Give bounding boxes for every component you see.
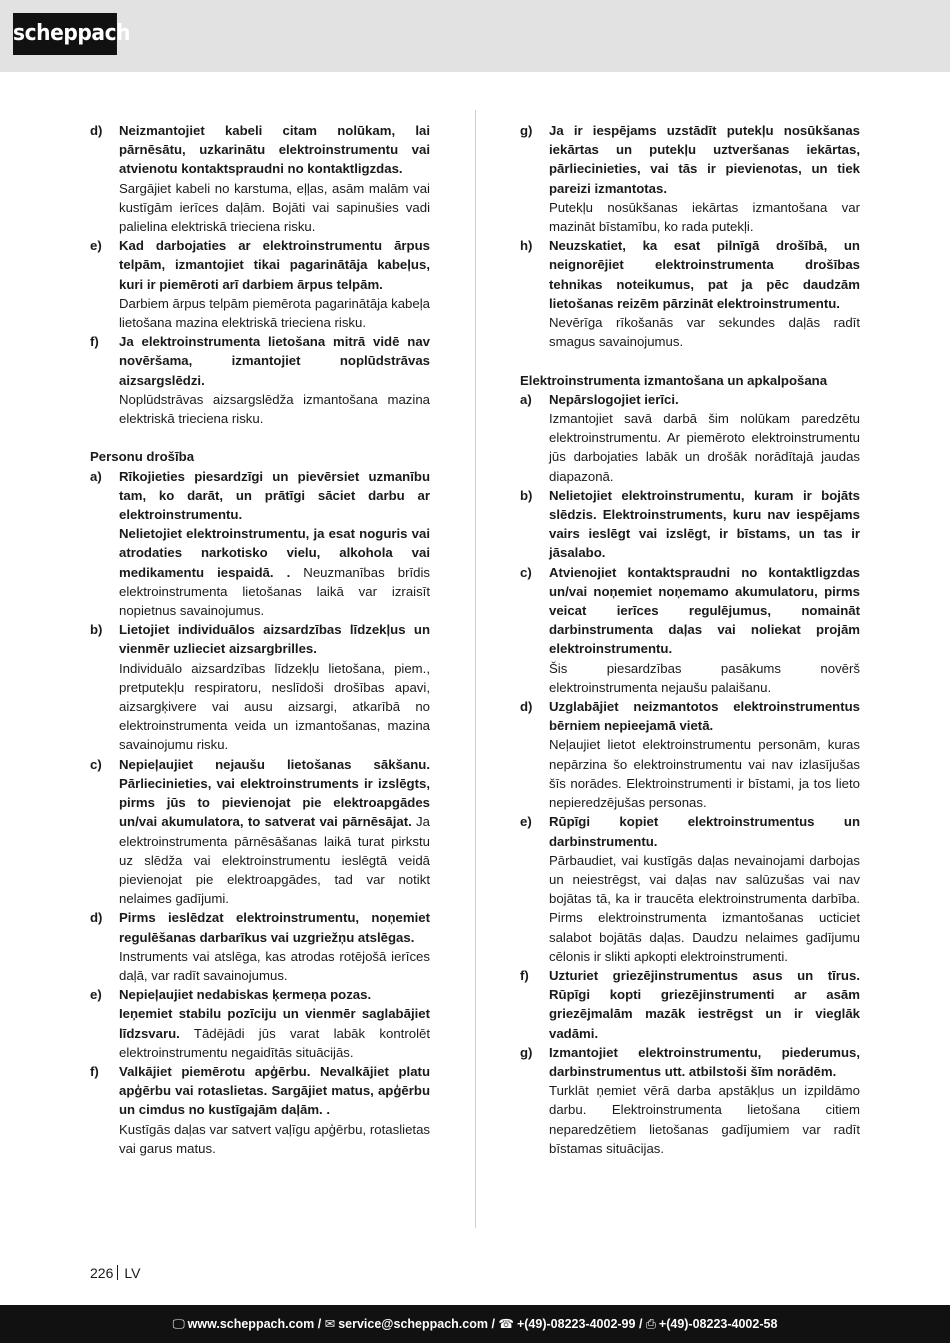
list-item: h) Neuzskatiet, ka esat pilnīgā drošībā, un neignorējiet elektroinstrumenta drošības tehnikas noteikumus, pat ja pēc daudzām lietošanas reizēm pārzināt elektroinstrumentu. Nevērīga rīkošanās var sekundes daļās radīt smagus savainojumus. — [520, 238, 860, 350]
section-heading: Personu drošība — [90, 449, 195, 465]
mail-icon: ✉ — [324, 1317, 336, 1331]
fax-number: +(49)-08223-4002-58 — [658, 1317, 778, 1331]
phone-icon: ☎ — [498, 1317, 514, 1331]
page-language: LV — [124, 1265, 141, 1281]
list-item: d) Neizmantojiet kabeli citam nolūkam, lai pārnēsātu, uzkarinātu elektroinstrumentu vai atvienotu kontaktspraudni no kontaktligzdas. Sargājiet kabeli no karstuma, eļļas, asām malām vai kustīgām ierīces daļām. Bojāti vai sapinušies vadi palielina elektriskā trieciena risku. — [90, 123, 430, 235]
list-item: e) Rūpīgi kopiet elektroinstrumentus un darbinstrumentu. Pārbaudiet, vai kustīgās daļas nevainojami darbojas un neiestrēgst, vai daļas nav salūzušas vai nav bojātas tā, ka ir traucēta elektroinstrumenta darbība. Pirms elektroinstrumenta izmantošanas ucticiet salabot bojātās daļas. Daudzu nelaimes gadījumu cēlonis ir slikti apkopti elektroinstrumenti. — [520, 814, 860, 964]
scheppach-logo: scheppach — [13, 13, 117, 55]
page-separator — [117, 1265, 118, 1280]
section-heading: Elektroinstrumenta izmantošana un apkalpošana — [520, 372, 828, 388]
monitor-icon: 🖵 — [172, 1317, 185, 1331]
list-item: f) Ja elektroinstrumenta lietošana mitrā vidē nav novēršama, izmantojiet noplūdstrāvas aizsargslēdzi. Noplūdstrāvas aizsargslēdža izmantošana mazina elektriskā trieciena risku. — [90, 334, 430, 427]
list-item: e) Nepieļaujiet nedabiskas ķermeņa pozas. Ieņemiet stabilu pozīciju un vienmēr saglabājiet līdzsvaru. Tādējādi jūs varat labāk kontrolēt elektroinstrumentu negaidītās situācijās. — [90, 987, 430, 1060]
list-item: c) Nepieļaujiet nejaušu lietošanas sākšanu. Pārliecinieties, vai elektroinstruments ir izslēgts, pirms jūs to pievienojat pie elektroapgādes un/vai akumulatora, to satverat vai pārnēsājat. Ja elektroinstrumenta pārnēsāšanas laikā turat pirkstu uz slēdža vai elektroinstrumentu ieslēgtā veidā pievienojat pie elektroapgādes, tad var notikt nelaimes gadījumi. — [90, 756, 430, 907]
list-item: a) Rīkojieties piesardzīgi un pievērsiet uzmanību tam, ko darāt, un prātīgi sāciet darbu ar elektroinstrumentu. Nelietojiet elektroinstrumentu, ja esat noguris vai atrodaties narkotisko vielu, alkohola vai medikamentu iespaidā. . Neuzmanības brīdis elektroinstrumenta lietošanas laikā var izraisīt nopietnus savainojumus. — [90, 468, 430, 619]
list-item: b) Nelietojiet elektroinstrumentu, kuram ir bojāts slēdzis. Elektroinstruments, kuru nav iespējams vairs ieslēgt vai izslēgt, ir bīstams, un tas ir jāsalabo. — [520, 487, 860, 561]
list-item: c) Atvienojiet kontaktspraudni no kontaktligzdas un/vai noņemiet noņemamo akumulatoru, pirms veicat ierīces regulējumus, nomaināt darbinstrumenta daļas vai noliekat projām elektroinstrumentu. Šis piesardzības pasākums novērš elektroinstrumenta nejaušu palaišanu. — [520, 564, 860, 695]
list-item: d) Pirms ieslēdzat elektroinstrumentu, noņemiet regulēšanas darbarīkus vai uzgriežņu atslēgas. Instruments vai atslēga, kas atrodas rotējošā ierīces daļā, var radīt savainojumus. — [90, 910, 430, 983]
header-bar — [0, 0, 950, 72]
list-item: f) Valkājiet piemērotu apģērbu. Nevalkājiet platu apģērbu vai rotaslietas. Sargājiet matus, apģērbu un cimdus no kustīgajām daļām. . Kustīgās daļas var satvert vaļīgu apģērbu, rotaslietas vai garus matus. — [90, 1063, 430, 1156]
list-item: g) Ja ir iespējams uzstādīt putekļu nosūkšanas iekārtas un putekļu uztveršanas iekārtas, pārliecinieties, vai tās ir pievienotas, un tiek pareizi izmantotas. Putekļu nosūkšanas iekārtas izmantošana var mazināt bīstamību, ko rada putekļi. — [520, 123, 860, 235]
footer-bar: 🖵 www.scheppach.com / ✉ service@scheppach.com / ☎ +(49)-08223-4002-99 / ⎙ +(49)-08223-4002-58 — [0, 1305, 950, 1343]
list-item: e) Kad darbojaties ar elektroinstrumentu ārpus telpām, izmantojiet tikai pagarinātāja kabeļus, kuri ir piemēroti arī darbiem ārpus telpām. Darbiem ārpus telpām piemērota pagarinātāja kabeļa lietošana mazina elektriskā trieciena risku. — [90, 238, 430, 331]
column-divider — [475, 110, 476, 1228]
email-link[interactable]: service@scheppach.com — [338, 1317, 488, 1331]
website-link[interactable]: www.scheppach.com — [187, 1317, 315, 1331]
list-item: f) Uzturiet griezējinstrumentus asus un tīrus. Rūpīgi kopti griezējinstrumenti ar asām griezējmalām mazāk iestrēgst un ir vieglāk vadāmi. — [520, 967, 860, 1041]
page-number: 226 LV — [90, 1265, 141, 1281]
left-column — [90, 121, 430, 1158]
list-item: d) Uzglabājiet neizmantotos elektroinstrumentus bērniem nepieejamā vietā. Neļaujiet lietot elektroinstrumentu personām, kuras nepārzina šo elektroinstrumentu vai nav izlasījušas šīs norādes. Elektroinstrumenti ir bīstami, ja tos lieto nepieredzējušas personas. — [520, 699, 860, 811]
phone-number: +(49)-08223-4002-99 — [516, 1317, 636, 1331]
right-column — [520, 121, 860, 1158]
list-item: a) Nepārslogojiet ierīci. Izmantojiet savā darbā šim nolūkam paredzētu elektroinstrumentu. Ar piemēroto elektroinstrumentu jūs darbojaties labāk un drošāk norādītajā jaudas diapazonā. — [520, 391, 860, 484]
list-item: g) Izmantojiet elektroinstrumentu, piederumus, darbinstrumentus utt. atbilstoši šīm norādēm. Turklāt ņemiet vērā darba apstākļus un izpildāmo darbu. Elektroinstrumenta lietošana citiem neparedzētiem lietošanas gadījumiem var radīt bīstamas situācijas. — [520, 1044, 860, 1156]
fax-icon: ⎙ — [645, 1317, 656, 1331]
list-item: b) Lietojiet individuālos aizsardzības līdzekļus un vienmēr uzlieciet aizsargbrilles. Individuālo aizsardzības līdzekļu lietošana, piem., pretputekļu respiratoru, neslīdoši drošības apavi, aizsargķivere vai ausu aizsargi, atkarībā no elektroinstrumenta veida un izmantošanas, mazina savainojumu risku. — [90, 622, 430, 753]
